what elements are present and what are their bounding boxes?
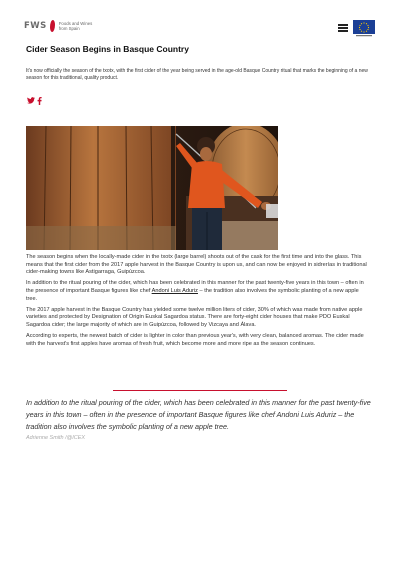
- article-title: Cider Season Begins in Basque Country: [26, 44, 189, 54]
- twitter-icon[interactable]: [27, 97, 35, 107]
- site-logo[interactable]: [24, 20, 92, 32]
- facebook-icon[interactable]: [37, 97, 42, 107]
- body-paragraph: The season begins when the locally-made cider in the txotx (large barrel) shoots out of the cask for the first time and into the glass. This means that the first cider from the 2017 apple harvest in the Basque Country is upon us, and can now be enjoyed in sidrerías in traditional cider-making towns like Astigarraga, Guipúzcoa.: [26, 254, 367, 276]
- pull-quote: In addition to the ritual pouring of the cider, which has been celebrated in this manner for the past twenty-five years in this town – often in the presence of important Basque figures like chef Andoni Luis Aduriz – the tradition also involves the symbolic planting of a new apple tree.: [26, 398, 371, 432]
- body-paragraph: According to experts, the newest batch of cider is lighter in color than previous year's, with very clean, balanced aromas. The cider made with the harvest's first apples have aromas of fresh fruit, which become more and more ripe as the season continues.: [26, 333, 364, 347]
- chef-link[interactable]: Andoni Luis Aduriz: [151, 287, 198, 294]
- logo-tagline: Foods and Wines from Spain: [58, 21, 93, 31]
- cider-barrel-photo: [26, 126, 278, 250]
- quote-divider: [113, 390, 287, 391]
- body-paragraph: The 2017 apple harvest in the Basque Country has yielded some twelve million liters of cider, 30% of which was made from native apple varieties and protected by Designation of Origin Euskal Sagardoa status. There are forty-eight cider houses that make PDO Euskal Sagardoa cider; the large majority of which are in Guipúzcoa, followed by Vizcaya and Álava.: [26, 306, 363, 328]
- quote-author: Adrienne Smith /@ICEX: [26, 435, 86, 441]
- eu-flag-icon: [353, 20, 375, 37]
- body-paragraph: In addition to the ritual pouring of the cider, which has been celebrated in this manner for the past twenty-five years in this town – often in the presence of important Basque figures like chef Andoni Luis Aduriz – the tradition also involves the symbolic planting of a new apple tree.: [26, 280, 364, 302]
- site-header: [0, 0, 400, 44]
- article-body: [26, 254, 371, 352]
- hamburger-menu-icon[interactable]: [338, 24, 348, 32]
- share-buttons: [27, 97, 42, 107]
- article-intro: It's now officially the season of the txotx, with the first cider of the year being served in the age-old Basque Country ritual that marks the beginning of a new season for this traditional, quality product.: [26, 68, 368, 81]
- logo-wordmark: FWS: [24, 21, 47, 31]
- logo-flame-icon: [50, 20, 55, 32]
